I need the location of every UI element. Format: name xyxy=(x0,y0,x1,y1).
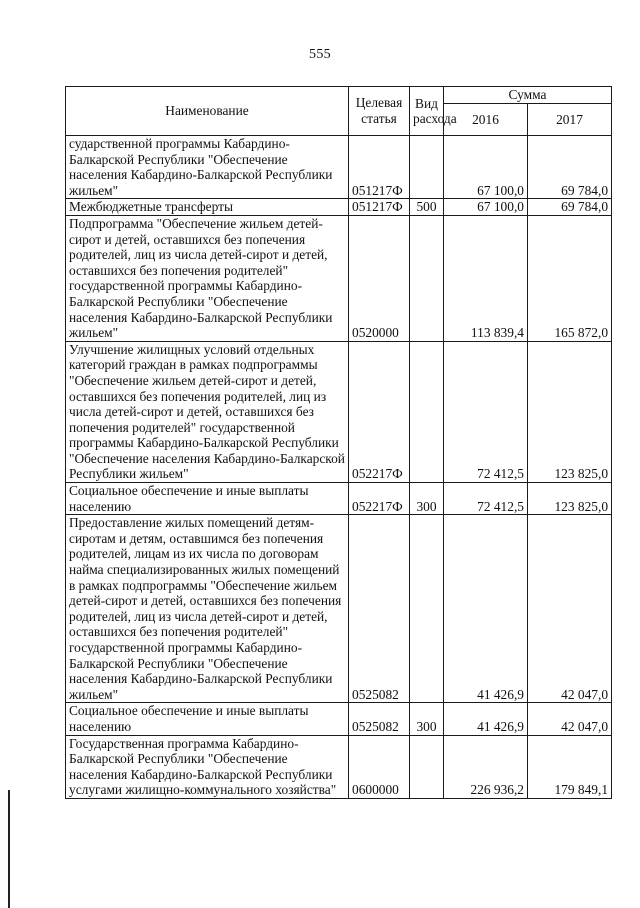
row-target-article: 052217Ф xyxy=(349,483,410,515)
table-row xyxy=(66,735,612,798)
row-name: Улучшение жилищных условий отдельных категорий граждан в рамках подпрограммы "Обеспечение жильем детей-сирот и детей, оставшихся без попечения родителей, лиц из числа детей-сирот и детей, оставшихся без попечения родителей" государственной программы Кабардино-Балкарской Республики "Обеспечение населения Кабардино-Балкарской Республики жильем" xyxy=(66,341,349,482)
row-sum-2016: 41 426,9 xyxy=(444,703,528,735)
row-name: Предоставление жилых помещений детям-сиротам и детям, оставшимся без попечения родителей, лицам из их числа по договорам найма специализированных жилых помещений в рамках подпрограммы "Обеспечение жильем детей-сирот и детей, оставшихся без попечения родителей, лиц из числа детей-сирот и детей, оставшихся без попечения родителей" государственной программы Кабардино-Балкарской Республики "Обеспечение населения Кабардино-Балкарской Республики жильем" xyxy=(66,515,349,703)
row-target-article: 0520000 xyxy=(349,215,410,341)
header-expense-type: Вид расхода xyxy=(410,87,444,136)
row-sum-2017: 165 872,0 xyxy=(528,215,612,341)
row-expense-type xyxy=(410,735,444,798)
table-row xyxy=(66,703,612,735)
header-year-2017: 2017 xyxy=(528,104,612,136)
table-header-row xyxy=(66,87,612,104)
row-sum-2016: 72 412,5 xyxy=(444,483,528,515)
row-name: Подпрограмма "Обеспечение жильем детей-сирот и детей, оставшихся без попечения родителей, лиц из числа детей-сирот и детей, оставшихся без попечения родителей" государственной программы Кабардино-Балкарской Республики "Обеспечение населения Кабардино-Балкарской Республики жильем" xyxy=(66,215,349,341)
page-number: 555 xyxy=(309,47,331,62)
row-sum-2016: 113 839,4 xyxy=(444,215,528,341)
row-expense-type xyxy=(410,341,444,482)
row-name: Социальное обеспечение и иные выплаты населению xyxy=(66,703,349,735)
row-target-article: 052217Ф xyxy=(349,341,410,482)
row-sum-2017: 69 784,0 xyxy=(528,136,612,199)
row-expense-type: 300 xyxy=(410,703,444,735)
row-expense-type xyxy=(410,515,444,703)
table-row xyxy=(66,136,612,199)
row-target-article: 0600000 xyxy=(349,735,410,798)
row-name: Социальное обеспечение и иные выплаты населению xyxy=(66,483,349,515)
header-target-article: Целевая статья xyxy=(349,87,410,136)
row-sum-2017: 42 047,0 xyxy=(528,515,612,703)
table-row xyxy=(66,199,612,216)
row-sum-2017: 123 825,0 xyxy=(528,341,612,482)
table-row xyxy=(66,341,612,482)
header-year-2016: 2016 xyxy=(444,104,528,136)
row-sum-2016: 72 412,5 xyxy=(444,341,528,482)
row-sum-2016: 41 426,9 xyxy=(444,515,528,703)
row-sum-2016: 226 936,2 xyxy=(444,735,528,798)
row-sum-2016: 67 100,0 xyxy=(444,136,528,199)
row-name: Государственная программа Кабардино-Балкарской Республики "Обеспечение населения Кабардино-Балкарской Республики услугами жилищно-коммунального хозяйства" xyxy=(66,735,349,798)
row-sum-2016: 67 100,0 xyxy=(444,199,528,216)
row-target-article: 051217Ф xyxy=(349,136,410,199)
row-target-article: 051217Ф xyxy=(349,199,410,216)
row-sum-2017: 123 825,0 xyxy=(528,483,612,515)
row-target-article: 0525082 xyxy=(349,703,410,735)
row-target-article: 0525082 xyxy=(349,515,410,703)
table-row xyxy=(66,483,612,515)
row-sum-2017: 69 784,0 xyxy=(528,199,612,216)
row-name: сударственной программы Кабардино-Балкарской Республики "Обеспечение населения Кабардино-Балкарской Республики жильем" xyxy=(66,136,349,199)
table-row xyxy=(66,215,612,341)
row-expense-type xyxy=(410,215,444,341)
row-name: Межбюджетные трансферты xyxy=(66,199,349,216)
row-sum-2017: 42 047,0 xyxy=(528,703,612,735)
row-expense-type xyxy=(410,136,444,199)
row-expense-type: 500 xyxy=(410,199,444,216)
scan-margin-line xyxy=(8,790,10,908)
budget-table xyxy=(65,86,612,799)
header-sum: Сумма xyxy=(444,87,612,104)
row-expense-type: 300 xyxy=(410,483,444,515)
table-row xyxy=(66,515,612,703)
header-name: Наименование xyxy=(66,87,349,136)
row-sum-2017: 179 849,1 xyxy=(528,735,612,798)
